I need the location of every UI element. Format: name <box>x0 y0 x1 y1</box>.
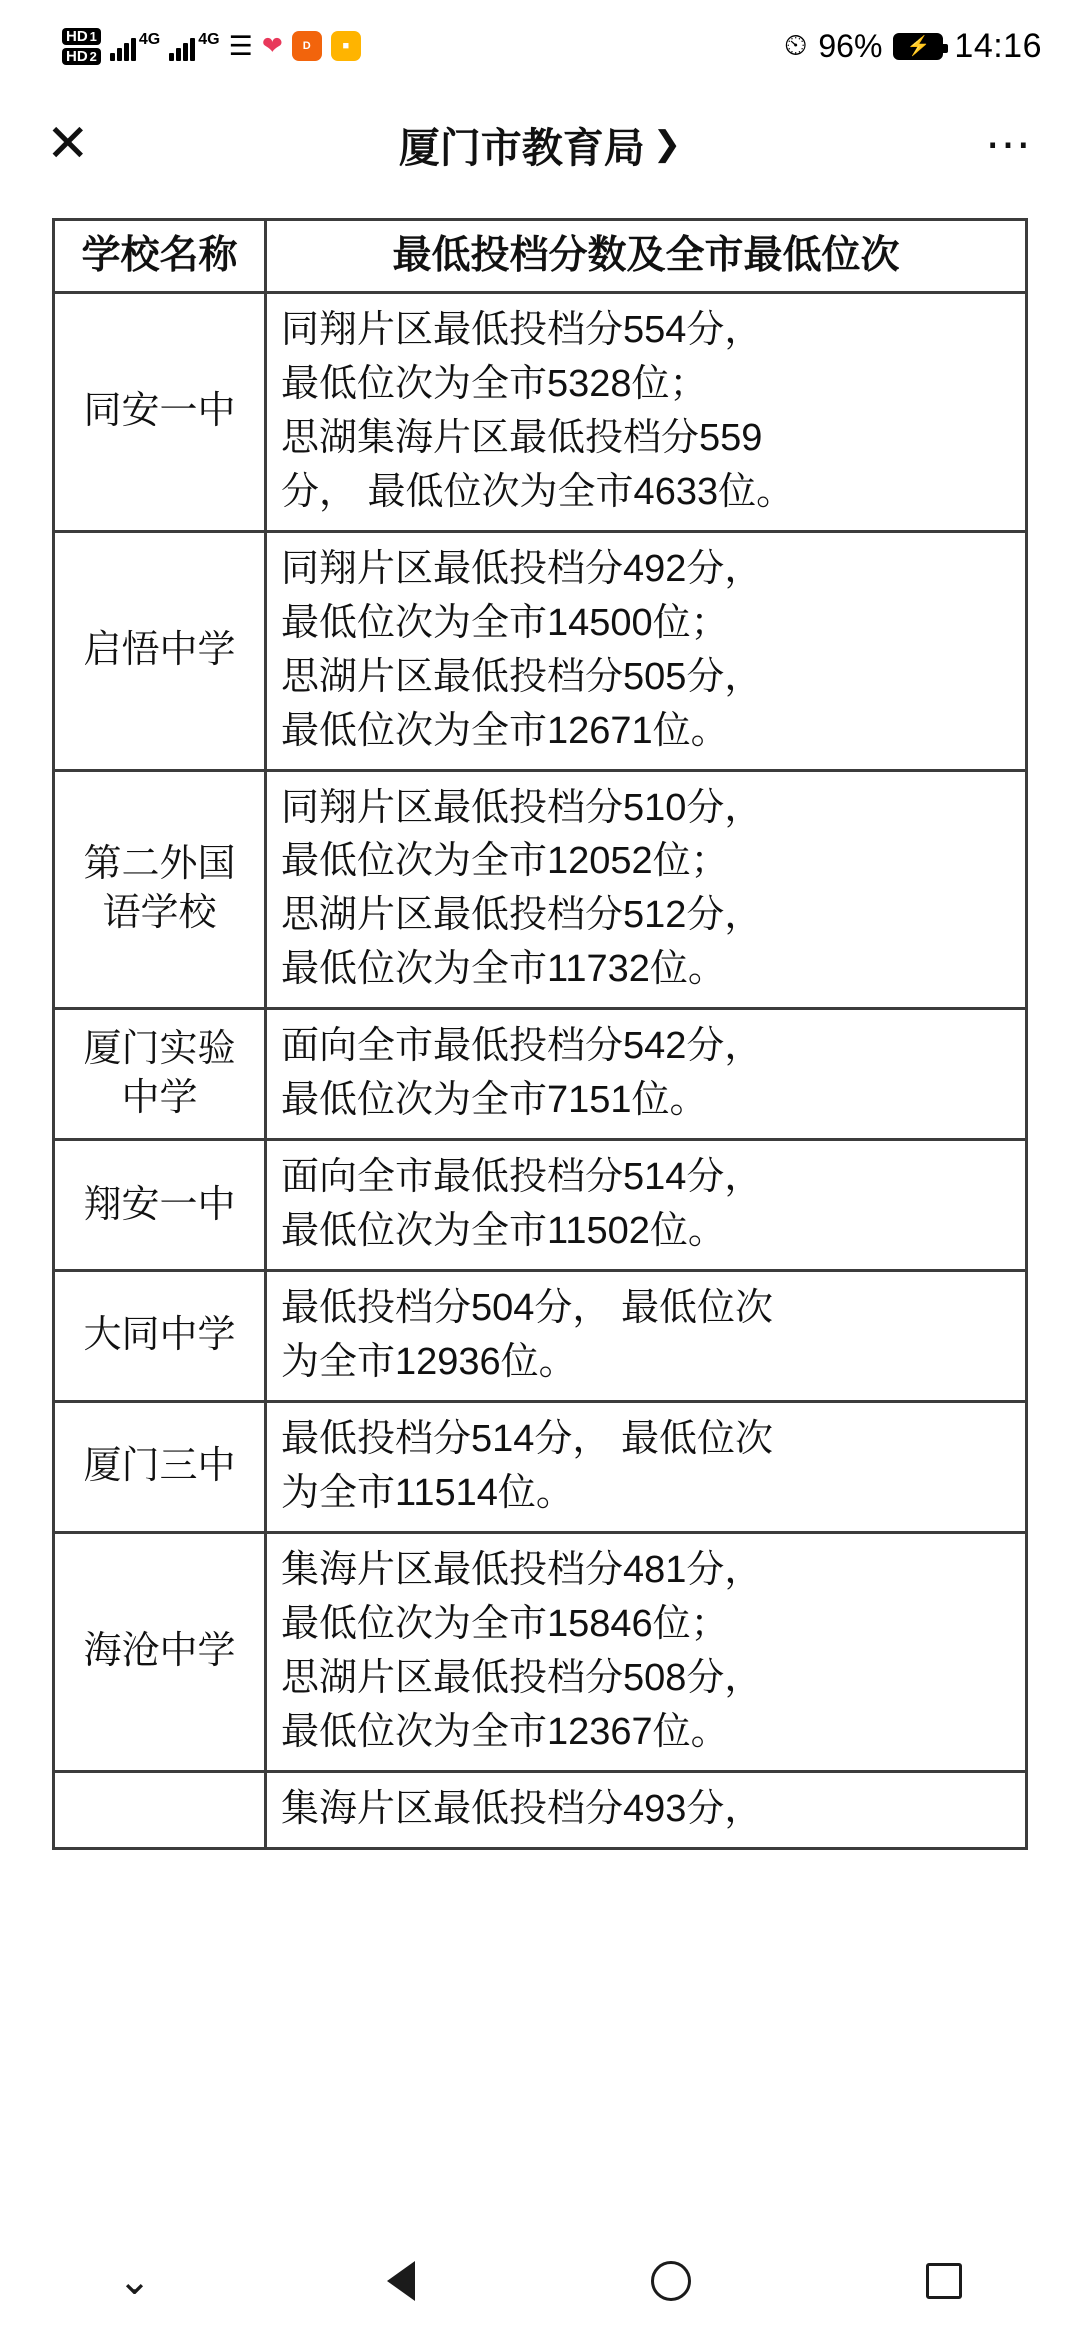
signal-bars-2-icon <box>169 31 195 61</box>
page-title: 厦门市教育局 <box>398 124 645 171</box>
info-line: 为全市11514位。 <box>281 1472 574 1515</box>
hd1-icon <box>62 28 101 45</box>
info-line: 同翔片区最低投档分492分， <box>281 547 763 590</box>
info-line: 最低位次为全市12052位； <box>281 840 729 883</box>
info-line: 同翔片区最低投档分554分， <box>281 308 763 351</box>
alarm-icon: ⏲ <box>783 29 808 62</box>
app-header <box>0 92 1080 196</box>
score-rank-info <box>266 770 1027 1009</box>
school-name: 启悟中学 <box>54 531 266 770</box>
school-name: 海沧中学 <box>54 1532 266 1771</box>
score-rank-info <box>266 292 1027 531</box>
status-bar-clock: 14:16 <box>954 26 1042 65</box>
table-row <box>54 531 1027 770</box>
school-name: 同安一中 <box>54 292 266 531</box>
info-line: 最低位次为全市14500位； <box>281 601 729 644</box>
info-line: 面向全市最低投档分514分， <box>281 1156 763 1199</box>
school-name: 翔安一中 <box>54 1140 266 1271</box>
table-row <box>54 1402 1027 1533</box>
hd1-num: 1 <box>89 28 97 44</box>
info-line: 思湖集海片区最低投档分559 <box>281 416 763 459</box>
school-name: 第二外国语学校 <box>54 770 266 1009</box>
back-triangle-icon[interactable] <box>387 2261 415 2301</box>
score-rank-info <box>266 1402 1027 1533</box>
school-name: 大同中学 <box>54 1271 266 1402</box>
table-row <box>54 770 1027 1009</box>
hd2-num: 2 <box>89 48 97 64</box>
info-line: 为全市12936位。 <box>281 1341 577 1384</box>
table-row <box>54 1140 1027 1271</box>
chevron-down-icon[interactable]: ⌄ <box>117 2259 152 2303</box>
hd1-label: HD <box>66 27 88 45</box>
school-name <box>54 1771 266 1848</box>
info-line: 最低位次为全市12367位。 <box>281 1710 729 1753</box>
signal-group-2 <box>169 31 219 61</box>
info-line: 思湖片区最低投档分512分， <box>281 894 763 937</box>
chevron-right-icon[interactable]: ❯ <box>652 125 682 163</box>
info-line: 集海片区最低投档分493分， <box>281 1787 763 1830</box>
article-content[interactable] <box>0 196 1080 2192</box>
status-bar <box>0 0 1080 92</box>
system-nav-bar <box>0 2222 1080 2340</box>
info-line: 分， 最低位次为全市4633位。 <box>281 470 795 513</box>
score-rank-info <box>266 531 1027 770</box>
signal-group-1 <box>110 31 160 61</box>
score-rank-info <box>266 1771 1027 1848</box>
table-row <box>54 1532 1027 1771</box>
score-rank-info <box>266 1271 1027 1402</box>
notification-app-icon: ■ <box>331 31 361 61</box>
status-bar-left <box>62 28 361 65</box>
info-line: 最低投档分514分， 最低位次 <box>281 1418 773 1461</box>
info-line: 最低位次为全市11732位。 <box>281 948 726 991</box>
network-type-1: 4G <box>138 31 161 48</box>
drive-app-icon: D <box>292 31 322 61</box>
school-name: 厦门实验中学 <box>54 1009 266 1140</box>
info-line: 最低位次为全市11502位。 <box>281 1210 726 1253</box>
heart-icon: ❤ <box>261 31 283 60</box>
status-bar-right <box>784 27 1042 66</box>
score-rank-info <box>266 1532 1027 1771</box>
column-header-school-name: 学校名称 <box>54 220 266 293</box>
column-header-score-rank: 最低投档分数及全市最低位次 <box>266 220 1027 293</box>
header-title-group <box>0 115 1080 174</box>
more-options-icon[interactable]: ⋯ <box>985 117 1034 170</box>
home-circle-icon[interactable] <box>651 2261 691 2301</box>
admission-scores-table <box>52 218 1028 1850</box>
hd2-label: HD <box>66 47 88 65</box>
recents-square-icon[interactable] <box>926 2263 962 2299</box>
score-rank-info <box>266 1140 1027 1271</box>
info-line: 最低位次为全市15846位； <box>281 1602 729 1645</box>
table-row <box>54 1009 1027 1140</box>
info-line: 最低位次为全市12671位。 <box>281 709 729 752</box>
score-rank-info <box>266 1009 1027 1140</box>
signal-bars-1-icon <box>110 31 136 61</box>
info-line: 最低位次为全市5328位； <box>281 362 708 405</box>
battery-percent: 96% <box>818 27 883 64</box>
hd2-icon <box>62 48 101 65</box>
close-icon[interactable]: ✕ <box>46 115 90 173</box>
info-line: 最低投档分504分， 最低位次 <box>281 1287 773 1330</box>
info-line: 思湖片区最低投档分508分， <box>281 1656 763 1699</box>
hd-indicators <box>62 28 101 65</box>
info-line: 集海片区最低投档分481分， <box>281 1548 763 1591</box>
school-name: 厦门三中 <box>54 1402 266 1533</box>
info-line: 最低位次为全市7151位。 <box>281 1079 708 1122</box>
table-row <box>54 1271 1027 1402</box>
network-type-2: 4G <box>198 31 220 48</box>
battery-charging-icon: ⚡ <box>893 33 943 60</box>
table-row <box>54 1771 1027 1848</box>
info-line: 思湖片区最低投档分505分， <box>281 655 763 698</box>
wifi-icon: ☰ <box>228 30 253 61</box>
table-row <box>54 292 1027 531</box>
info-line: 同翔片区最低投档分510分， <box>281 786 763 829</box>
info-line: 面向全市最低投档分542分， <box>281 1025 763 1068</box>
table-header-row <box>54 220 1027 293</box>
